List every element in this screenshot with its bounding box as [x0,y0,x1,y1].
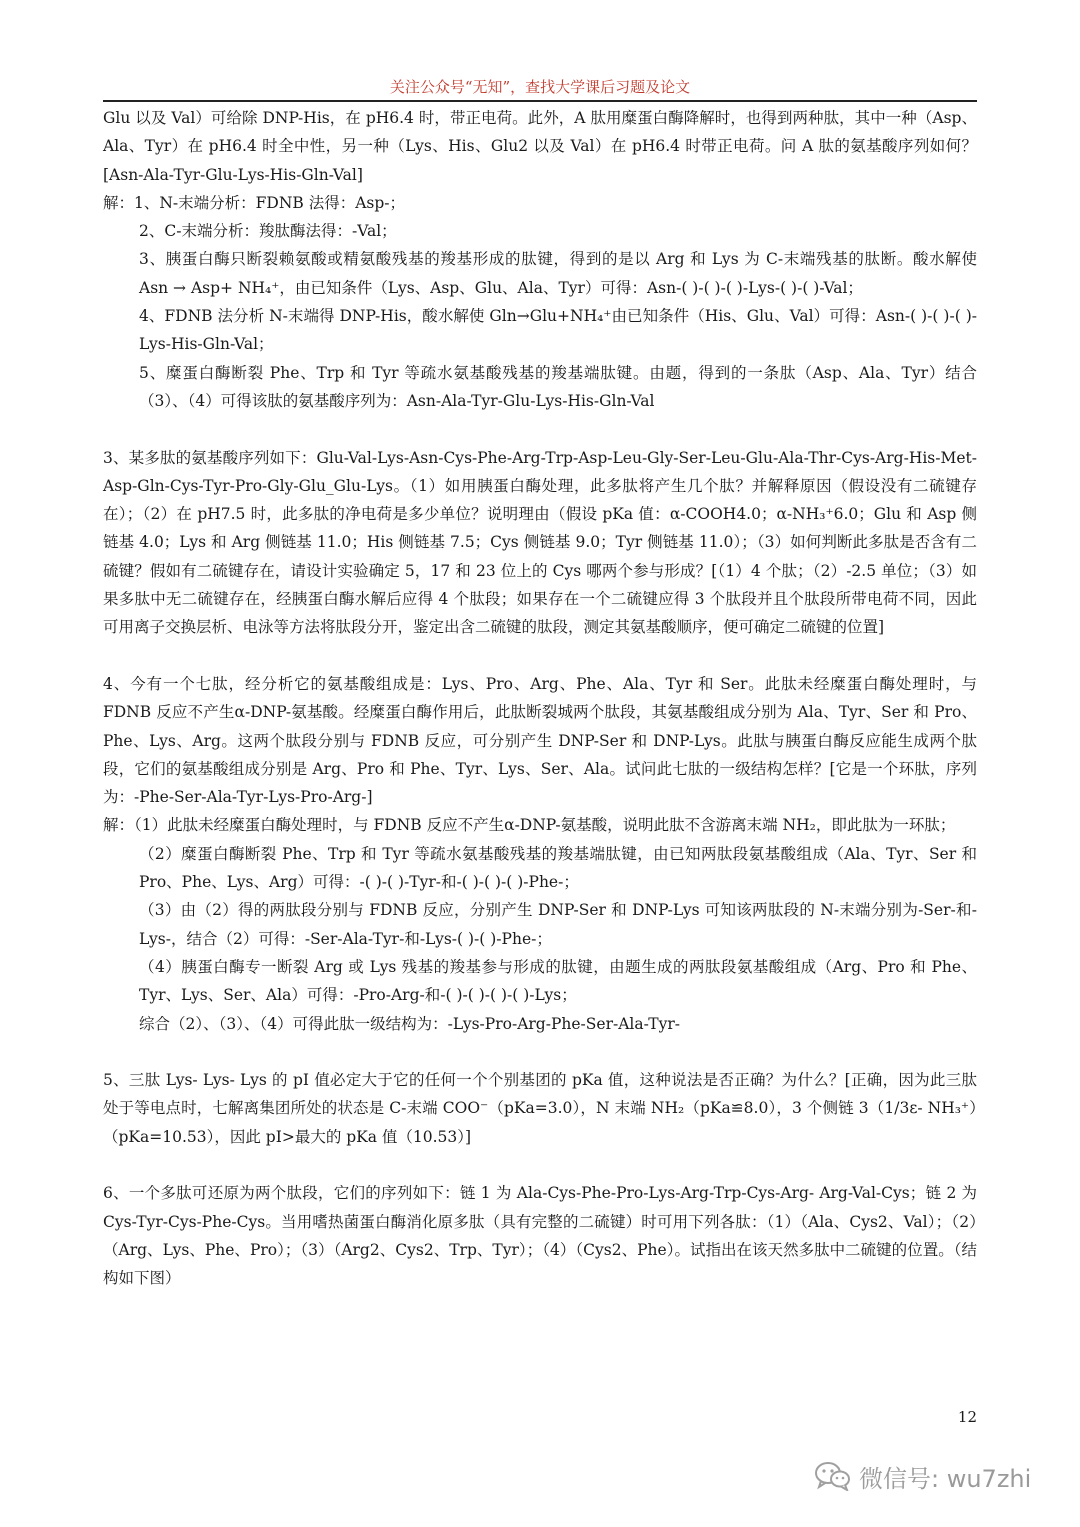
q4-answer-step-3: （3）由（2）得的两肽段分别与 FDNB 反应，分别产生 DNP-Ser 和 DNP-Lys 可知该两肽段的 N-末端分别为-Ser-和-Lys-，结合（2）可得：-Ser-Ala-Tyr-和-Lys-( )-( )-Phe-； [139,901,977,948]
wechat-icon [815,1461,851,1491]
watermark-text: 微信号: wu7zhi [859,1464,1032,1493]
page-number: 12 [957,1408,977,1426]
q4-answer-step-4: （4）胰蛋白酶专一断裂 Arg 或 Lys 残基的羧基参与形成的肽键，由题生成的两肽段氨基酸组成（Arg、Pro 和 Phe、Tyr、Lys、Ser、Ala）可得：-Pro-Arg-和-( )-( )-( )-( )-Lys； [139,957,977,1005]
answer-step-3: 3、胰蛋白酶只断裂赖氨酸或精氨酸残基的羧基形成的肽键，得到的是以 Arg 和 Lys 为 C-末端残基的肽断。酸水解使 Asn → Asp+ NH₄⁺，由已知条件（Lys、Asp、Glu、Ala、Tyr）可得：Asn-( )-( )-( )-Lys-( )-( )-Val； [139,250,977,297]
q4-answer-step-2: （2）糜蛋白酶断裂 Phe、Trp 和 Tyr 等疏水氨基酸残基的羧基端肽键，由已知两肽段氨基酸组成（Ala、Tyr、Ser 和 Pro、Phe、Lys、Arg）可得：-( )-( )-Tyr-和-( )-( )-( )-Phe-； [139,844,977,892]
answer-step-2: 2、C-末端分析：羧肽酶法得：-Val； [139,222,397,241]
q4-answer-summary: 综合（2）、（3）、（4）可得此肽一级结构为：-Lys-Pro-Arg-Phe-Ser-Ala-Tyr- [139,1014,681,1033]
question-6: 6、一个多肽可还原为两个肽段，它们的序列如下：链 1 为 Ala-Cys-Phe-Pro-Lys-Arg-Trp-Cys-Arg- Arg-Val-Cys；链 2 为 Cys-Tyr-Cys-Phe-Cys。当用嗜热菌蛋白酶消化原多肽（具有完整的二硫键）时可用下列各肽：（1）（Ala、Cys2、Val）；（2）（Arg、Lys、Phe、Pro）；（3）（Arg2、Cys2、Trp、Tyr）；（4）（Cys2、Phe）。试指出在该天然多肽中二硫键的位置。（结构如下图） [103,1184,977,1288]
question-4: 4、今有一个七肽，经分析它的氨基酸组成是：Lys、Pro、Arg、Phe、Ala、Tyr 和 Ser。此肽未经糜蛋白酶处理时，与 FDNB 反应不产生α-DNP-氨基酸。经糜蛋白酶作用后，此肽断裂城两个肽段，其氨基酸组成分别为 Ala、Tyr、Ser 和 Pro、Phe、Lys、Arg。这两个肽段分别与 FDNB 反应，可分别产生 DNP-Ser 和 DNP-Lys。此肽与胰蛋白酶反应能生成两个肽段，它们的氨基酸组成分别是 Arg、Pro 和 Phe、Tyr、Lys、Ser、Ala。试问此七肽的一级结构怎样？[它是一个环肽，序列为：-Phe-Ser-Ala-Tyr-Lys-Pro-Arg-] [103,674,977,807]
question-3: 3、某多肽的氨基酸序列如下：Glu-Val-Lys-Asn-Cys-Phe-Arg-Trp-Asp-Leu-Gly-Ser-Leu-Glu-Ala-Thr-Cys-Arg-His-Met-Asp-Gln-Cys-Tyr-Pro-Gly-Glu_Glu-Lys。（1）如用胰蛋白酶处理，此多肽将产生几个肽？并解释原因（假设没有二硫键存在）；（2）在 pH7.5 时，此多肽的净电荷是多少单位？说明理由（假设 pKa 值：α-COOH4.0；α-NH₃⁺6.0；Glu 和 Asp 侧链基 4.0；Lys 和 Arg 侧链基 11.0；His 侧链基 7.5；Cys 侧链基 9.0；Tyr 侧链基 11.0）；（3）如何判断此多肽是否含有二硫键？假如有二硫键存在，请设计实验确定 5，17 和 23 位上的 Cys 哪两个参与形成？[（1）4 个肽；（2）-2.5 单位；（3）如果多肽中无二硫键存在，经胰蛋白酶水解后应得 4 个肽段；如果存在一个二硫键应得 3 个肽段并且个肽段所带电荷不同，因此可用离子交换层析、电泳等方法将肽段分开，鉴定出含二硫键的肽段，测定其氨基酸顺序，便可确定二硫键的位置] [103,448,977,637]
page-header: 关注公众号“无知”，查找大学课后习题及论文 [389,78,691,96]
document-body [103,104,977,1292]
wechat-watermark [815,1456,1031,1496]
q4-answer-step-1: 解：（1）此肽未经糜蛋白酶处理时，与 FDNB 反应不产生α-DNP-氨基酸，说明此肽不含游离末端 NH₂，即此肽为一环肽； [103,816,956,835]
paragraph-q2-continued: Glu 以及 Val）可给除 DNP-His，在 pH6.4 时，带正电荷。此外，A 肽用糜蛋白酶降解时，也得到两种肽，其中一种（Asp、Ala、Tyr）在 pH6.4 时全中性，另一种（Lys、His、Glu2 以及 Val）在 pH6.4 时带正电荷。问 A 肽的氨基酸序列如何？[Asn-Ala-Tyr-Glu-Lys-His-Gln-Val] [103,109,977,184]
question-5: 5、三肽 Lys- Lys- Lys 的 pI 值必定大于它的任何一个个别基团的 pKa 值，这种说法是否正确？为什么？[正确，因为此三肽处于等电点时，七解离集团所处的状态是 C-末端 COO⁻（pKa=3.0），N 末端 NH₂（pKa≌8.0），3 个侧链 3（1/3ε- NH₃⁺）（pKa=10.53），因此 pI>最大的 pKa 值（10.53）] [103,1071,977,1146]
answer-step-4: 4、FDNB 法分析 N-末端得 DNP-His，酸水解使 Gln→Glu+NH₄⁺由已知条件（His、Glu、Val）可得：Asn-( )-( )-( )-Lys-His-Gln-Val； [139,307,977,354]
header-rule [103,100,977,102]
answer-step-1: 解：1、N-末端分析：FDNB 法得：Asp-； [103,193,406,212]
answer-step-5: 5、糜蛋白酶断裂 Phe、Trp 和 Tyr 等疏水氨基酸残基的羧基端肽键。由题，得到的一条肽（Asp、Ala、Tyr）结合（3）、（4）可得该肽的氨基酸序列为：Asn-Ala-Tyr-Glu-Lys-His-Gln-Val [139,363,977,410]
